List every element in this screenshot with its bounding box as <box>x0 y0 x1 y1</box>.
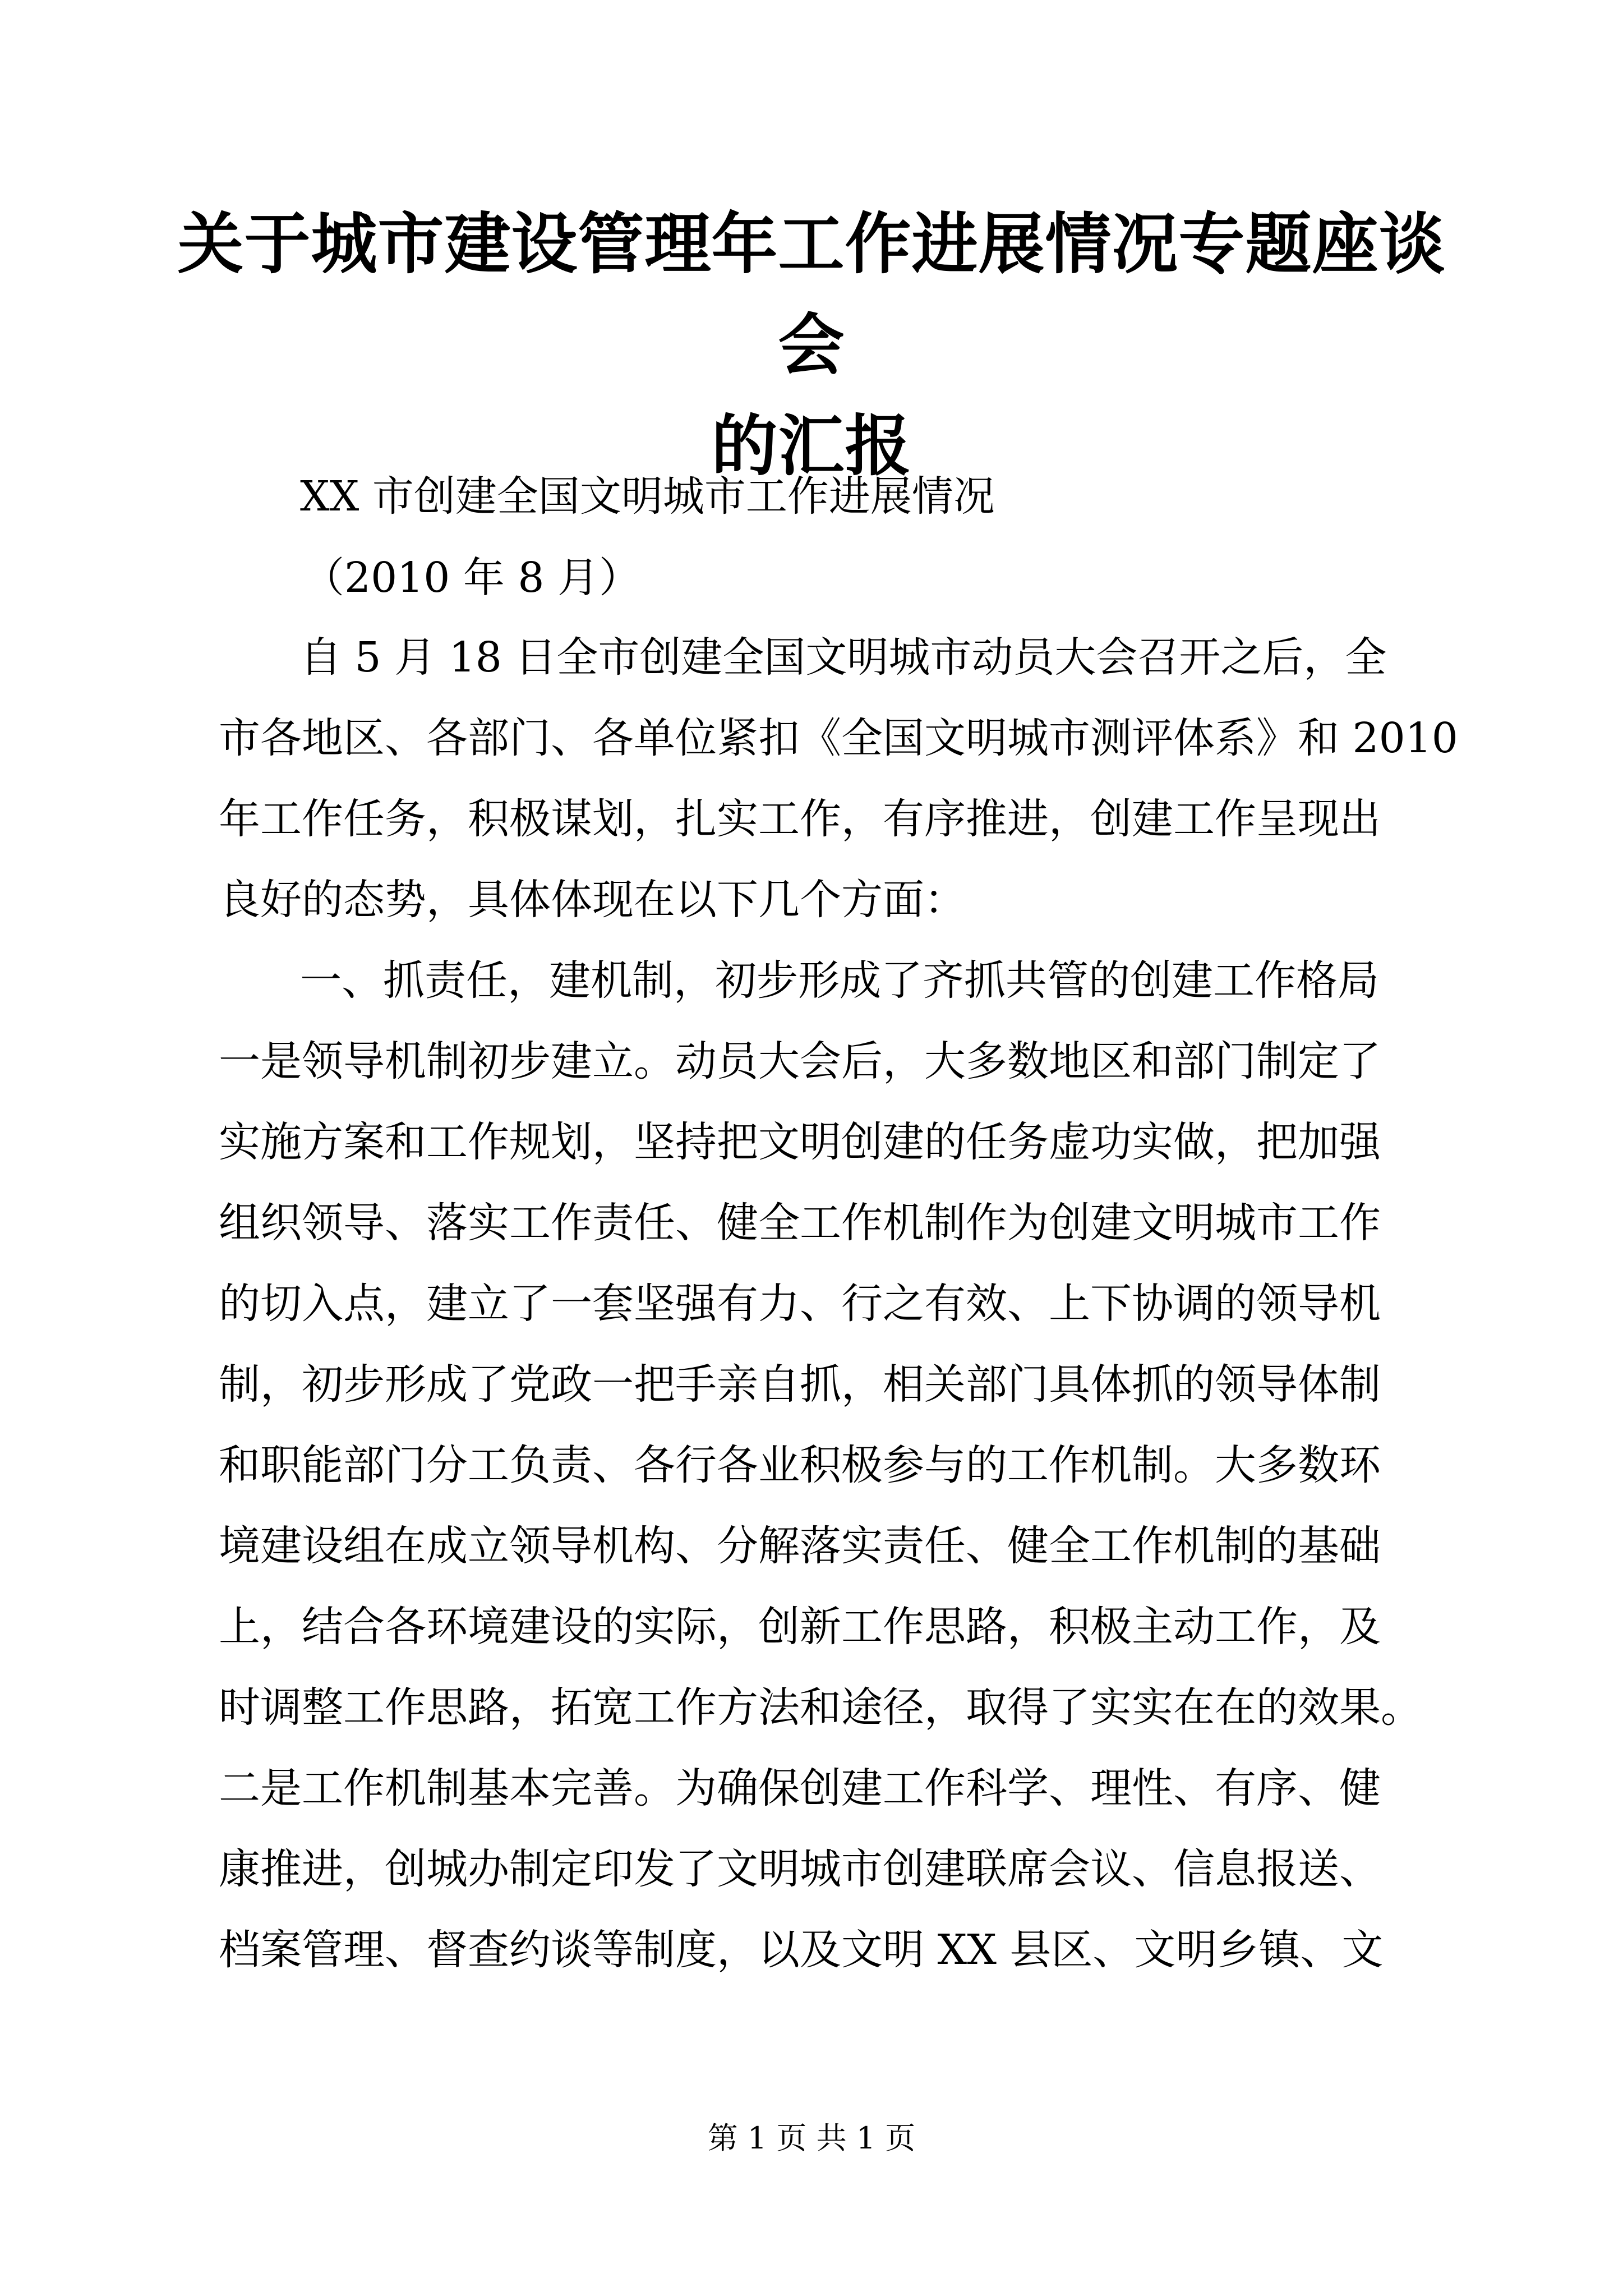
body-line-9: 的切入点，建立了一套坚强有力、行之有效、上下协调的领导机 <box>219 1280 1381 1328</box>
body-line-8: 组织领导、落实工作责任、健全工作机制作为创建文明城市工作 <box>219 1199 1381 1247</box>
body-line-13: 上，结合各环境建设的实际，创新工作思路，积极主动工作，及 <box>219 1603 1381 1651</box>
body-line-16: 康推进，创城办制定印发了文明城市创建联席会议、信息报送、 <box>219 1845 1381 1893</box>
title-line-1: 关于城市建设管理年工作进展情况专题座谈会 <box>177 205 1446 384</box>
page-footer: 第 1 页 共 1 页 <box>707 2120 916 2156</box>
date-line: （2010 年 8 月） <box>303 554 640 602</box>
title-line-2: 的汇报 <box>711 407 912 485</box>
body-line-11: 和职能部门分工负责、各行各业积极参与的工作机制。大多数环 <box>219 1441 1381 1489</box>
body-line-3: 年工作任务，积极谋划，扎实工作，有序推进，创建工作呈现出 <box>219 795 1381 843</box>
body-line-6: 一是领导机制初步建立。动员大会后，大多数地区和部门制定了 <box>219 1037 1381 1085</box>
document-title <box>168 194 1455 496</box>
body-line-12: 境建设组在成立领导机构、分解落实责任、健全工作机制的基础 <box>219 1522 1381 1570</box>
body-line-4: 良好的态势，具体体现在以下几个方面： <box>219 876 966 924</box>
body-line-2: 市各地区、各部门、各单位紧扣《全国文明城市测评体系》和 2010 <box>219 714 1458 762</box>
body-line-10: 制，初步形成了党政一把手亲自抓，相关部门具体抓的领导体制 <box>219 1360 1381 1409</box>
body-line-15: 二是工作机制基本完善。为确保创建工作科学、理性、有序、健 <box>219 1764 1381 1812</box>
body-line-17: 档案管理、督查约谈等制度，以及文明 XX 县区、文明乡镇、文 <box>219 1926 1384 1974</box>
body-line-14: 时调整工作思路，拓宽工作方法和途径，取得了实实在在的效果。 <box>219 1683 1422 1732</box>
body-line-1: 自 5 月 18 日全市创建全国文明城市动员大会召开之后，全 <box>300 633 1387 682</box>
section-heading: 一、抓责任，建机制，初步形成了齐抓共管的创建工作格局 <box>300 956 1379 1005</box>
body-line-7: 实施方案和工作规划，坚持把文明创建的任务虚功实做，把加强 <box>219 1118 1381 1166</box>
subtitle: XX 市创建全国文明城市工作进展情况 <box>300 472 995 521</box>
